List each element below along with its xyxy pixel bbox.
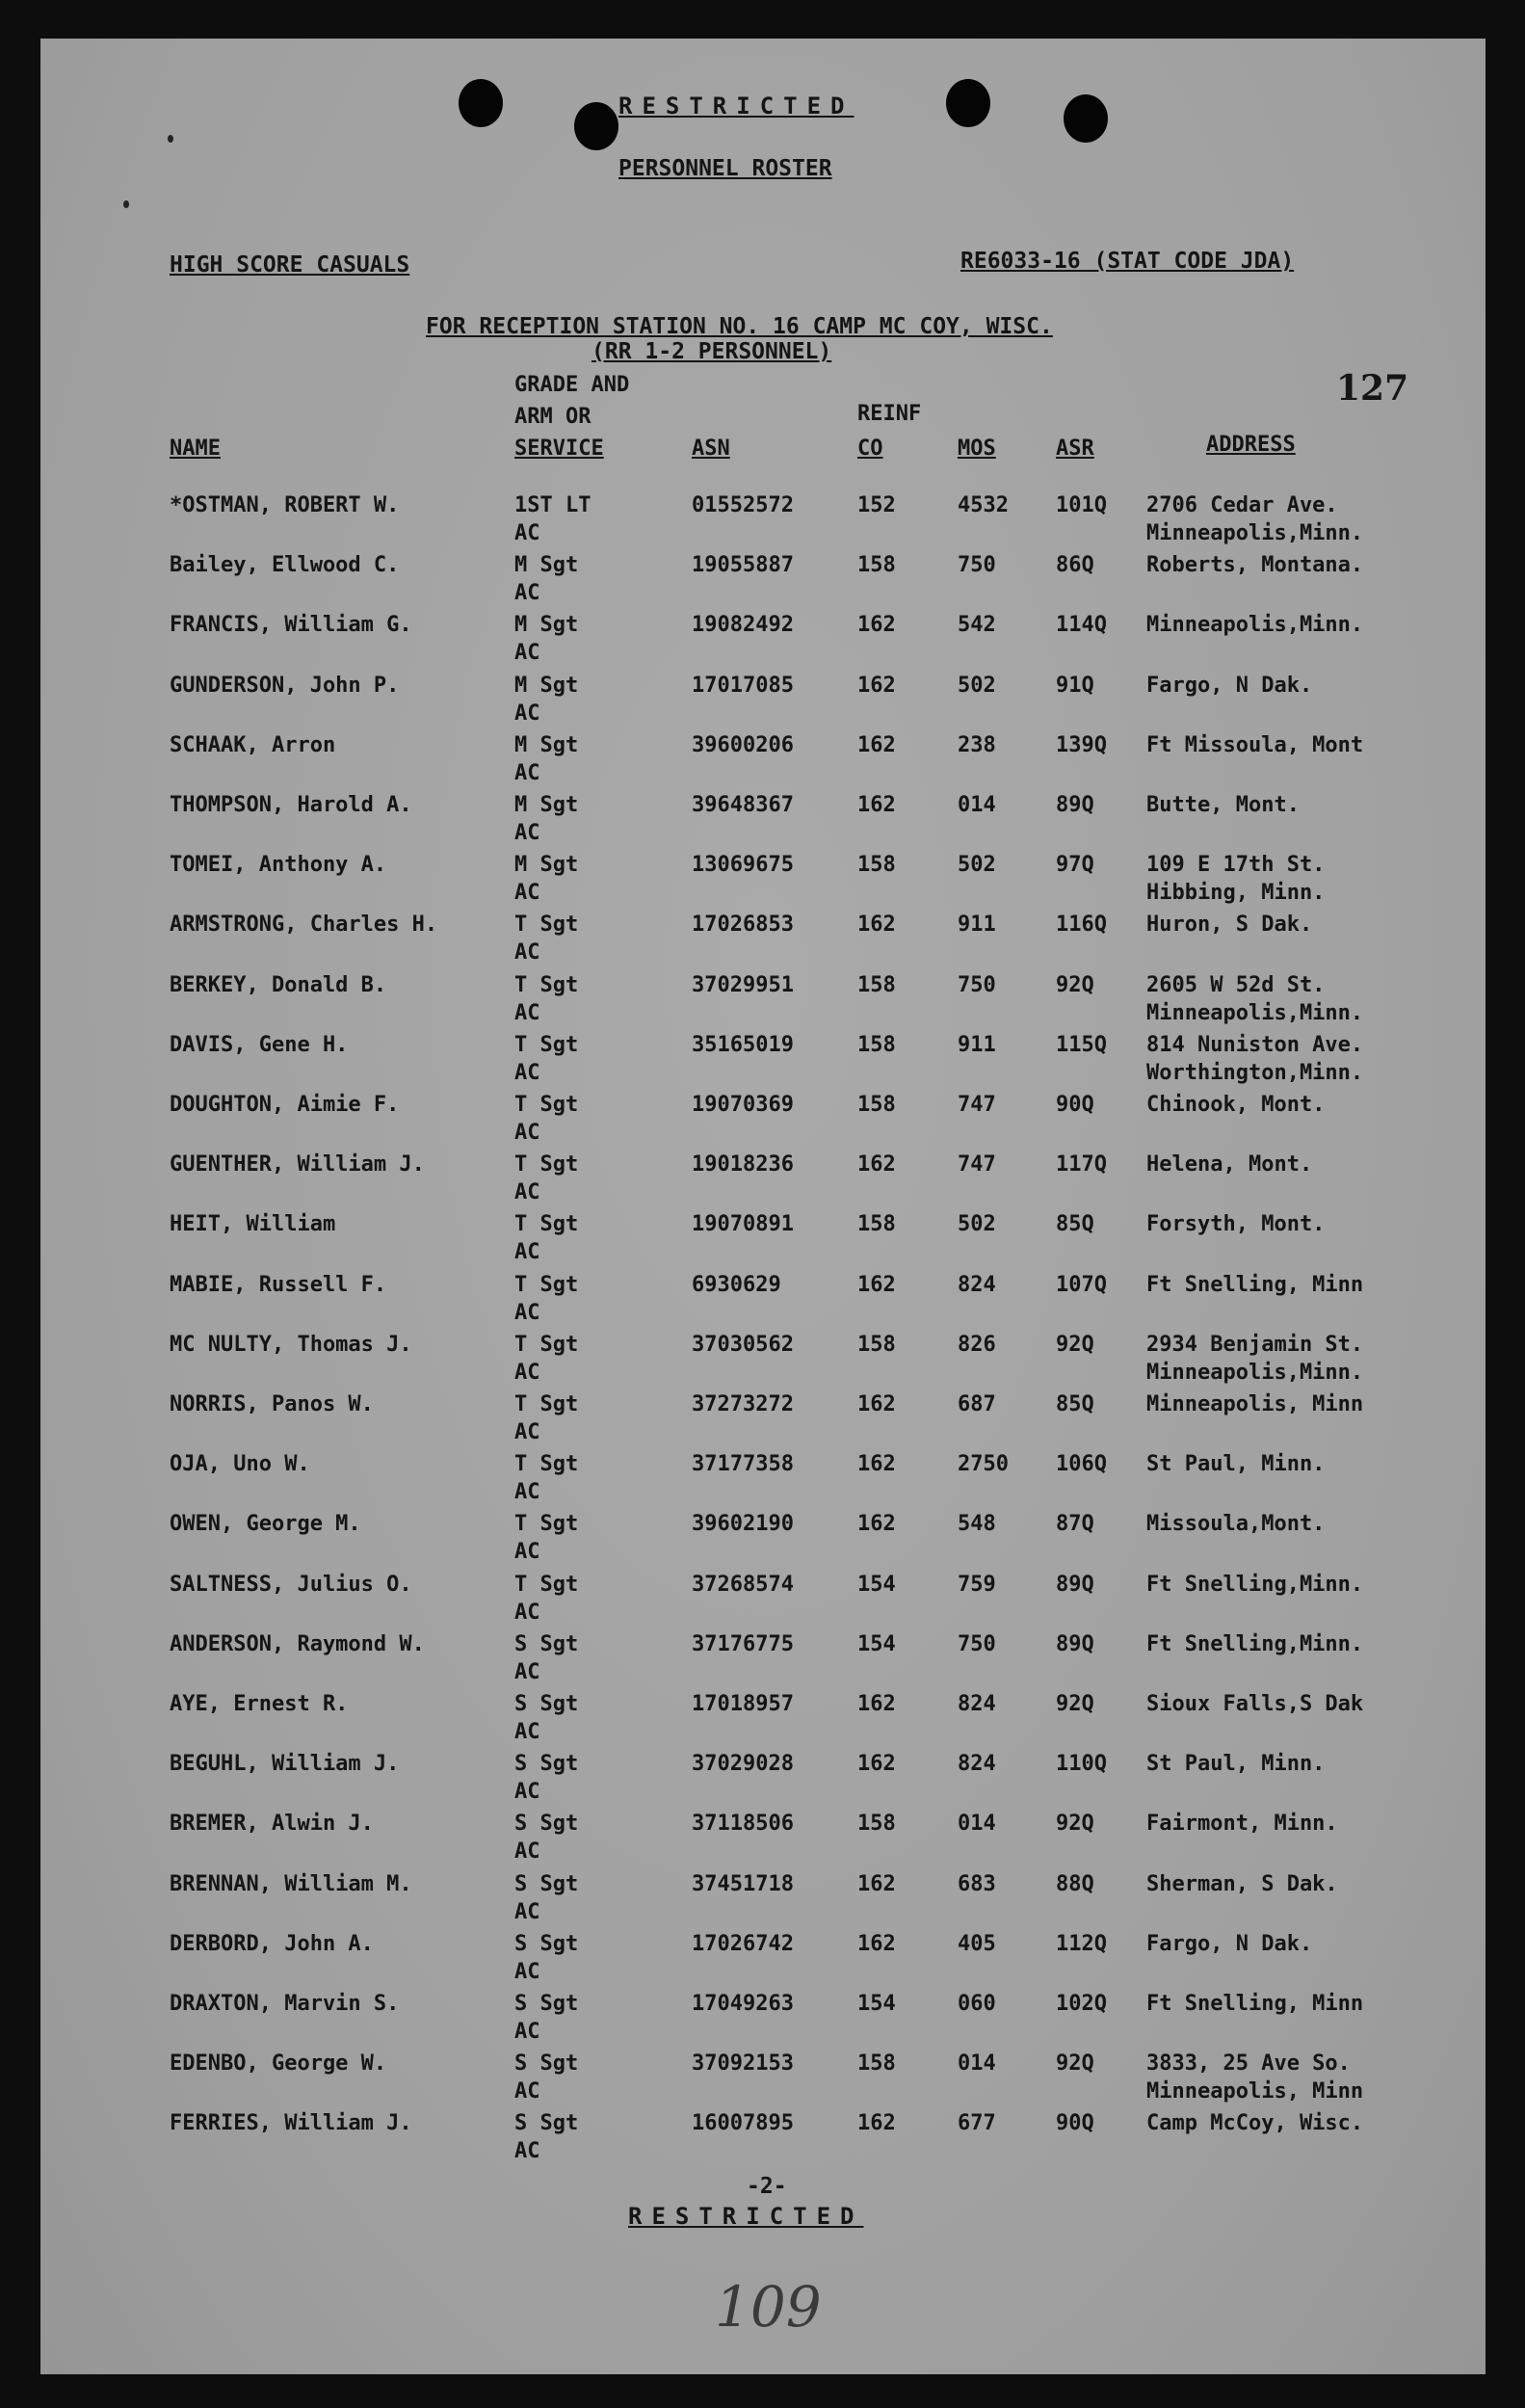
record-count: 127 bbox=[1336, 368, 1409, 409]
mos: 824 bbox=[958, 1692, 996, 1716]
grade: S Sgt bbox=[514, 1871, 579, 1896]
arm-service: AC bbox=[514, 1720, 540, 1744]
person-name: MC NULTY, Thomas J. bbox=[170, 1332, 412, 1357]
person-name: DRAXTON, Marvin S. bbox=[170, 1992, 400, 2016]
col-grade-line3: SERVICE bbox=[514, 437, 604, 461]
address-line2: Minneapolis,Minn. bbox=[1146, 521, 1364, 545]
grade: M Sgt bbox=[514, 553, 579, 578]
address-line1: Ft Snelling,Minn. bbox=[1146, 1631, 1364, 1656]
mos: 014 bbox=[958, 2051, 996, 2077]
asr: 88Q bbox=[1056, 1871, 1094, 1896]
asn: 37176775 bbox=[692, 1631, 794, 1656]
reinf-co: 162 bbox=[857, 1152, 896, 1178]
asn: 17026853 bbox=[692, 913, 794, 938]
page-number: -2- bbox=[747, 2174, 787, 2199]
grade: T Sgt bbox=[514, 1392, 579, 1416]
person-name: SALTNESS, Julius O. bbox=[170, 1572, 412, 1597]
address-line2: Worthington,Minn. bbox=[1146, 1060, 1364, 1085]
arm-service: AC bbox=[514, 1839, 540, 1865]
reinf-co: 162 bbox=[857, 1871, 896, 1896]
roster-row bbox=[40, 1932, 1486, 1992]
grade: T Sgt bbox=[514, 1452, 579, 1477]
address-line1: St Paul, Minn. bbox=[1146, 1452, 1326, 1477]
reinf-co: 154 bbox=[857, 1631, 896, 1656]
mos: 750 bbox=[958, 972, 996, 997]
reinf-co: 152 bbox=[857, 493, 896, 517]
asr: 116Q bbox=[1056, 913, 1107, 938]
mos: 747 bbox=[958, 1093, 996, 1117]
reinf-co: 162 bbox=[857, 793, 896, 817]
mos: 750 bbox=[958, 1631, 996, 1656]
address-line1: Fargo, N Dak. bbox=[1146, 673, 1313, 698]
roster-row bbox=[40, 674, 1486, 733]
address-line1: Camp McCoy, Wisc. bbox=[1146, 2111, 1364, 2136]
grade: S Sgt bbox=[514, 1812, 579, 1837]
asr: 89Q bbox=[1056, 1631, 1094, 1656]
asr: 101Q bbox=[1056, 493, 1107, 517]
arm-service: AC bbox=[514, 1480, 540, 1505]
asn: 17026742 bbox=[692, 1931, 794, 1956]
group-label: HIGH SCORE CASUALS bbox=[170, 252, 410, 278]
roster-row bbox=[40, 553, 1486, 613]
mos: 238 bbox=[958, 732, 996, 757]
asn: 39602190 bbox=[692, 1512, 794, 1537]
mos: 060 bbox=[958, 1992, 996, 2016]
roster-row bbox=[40, 1632, 1486, 1692]
punch-hole bbox=[1064, 94, 1108, 143]
reinf-co: 162 bbox=[857, 673, 896, 698]
asr: 97Q bbox=[1056, 853, 1094, 878]
grade: M Sgt bbox=[514, 613, 579, 638]
roster-row bbox=[40, 973, 1486, 1033]
grade: M Sgt bbox=[514, 732, 579, 757]
col-grade-line1: GRADE AND bbox=[514, 373, 630, 397]
asr: 92Q bbox=[1056, 972, 1094, 997]
asn: 16007895 bbox=[692, 2111, 794, 2136]
personnel-subtitle: (RR 1-2 PERSONNEL) bbox=[592, 339, 832, 364]
arm-service: AC bbox=[514, 1121, 540, 1145]
grade: T Sgt bbox=[514, 1272, 579, 1297]
col-address: ADDRESS bbox=[1206, 433, 1296, 457]
reinf-co: 158 bbox=[857, 853, 896, 878]
roster-code: RE6033-16 (STAT CODE JDA) bbox=[960, 249, 1295, 274]
person-name: BEGUHL, William J. bbox=[170, 1752, 400, 1777]
asr: 106Q bbox=[1056, 1452, 1107, 1477]
person-name: FRANCIS, William G. bbox=[170, 613, 412, 638]
address-line1: Missoula,Mont. bbox=[1146, 1512, 1326, 1537]
grade: M Sgt bbox=[514, 673, 579, 698]
person-name: AYE, Ernest R. bbox=[170, 1692, 349, 1716]
punch-hole bbox=[946, 79, 990, 127]
reinf-co: 158 bbox=[857, 1032, 896, 1057]
grade: T Sgt bbox=[514, 1032, 579, 1057]
address-line1: Ft Snelling,Minn. bbox=[1146, 1572, 1364, 1597]
mos: 2750 bbox=[958, 1452, 1009, 1477]
person-name: DERBORD, John A. bbox=[170, 1931, 374, 1956]
asr: 114Q bbox=[1056, 613, 1107, 638]
person-name: NORRIS, Panos W. bbox=[170, 1392, 374, 1416]
reinf-co: 158 bbox=[857, 553, 896, 578]
grade: T Sgt bbox=[514, 1212, 579, 1237]
reinf-co: 154 bbox=[857, 1572, 896, 1597]
address-line1: 2934 Benjamin St. bbox=[1146, 1332, 1364, 1357]
asn: 19082492 bbox=[692, 613, 794, 638]
address-line1: Forsyth, Mont. bbox=[1146, 1212, 1326, 1237]
asr: 89Q bbox=[1056, 793, 1094, 817]
asr: 86Q bbox=[1056, 553, 1094, 578]
person-name: ARMSTRONG, Charles H. bbox=[170, 913, 438, 938]
roster-row bbox=[40, 913, 1486, 972]
person-name: SCHAAK, Arron bbox=[170, 732, 336, 757]
roster-row bbox=[40, 1512, 1486, 1572]
arm-service: AC bbox=[514, 2079, 540, 2104]
address-line1: Sioux Falls,S Dak bbox=[1146, 1692, 1364, 1716]
asn: 19070369 bbox=[692, 1093, 794, 1117]
arm-service: AC bbox=[514, 1180, 540, 1205]
roster-row bbox=[40, 1692, 1486, 1752]
address-line1: Ft Snelling, Minn bbox=[1146, 1272, 1364, 1297]
arm-service: AC bbox=[514, 760, 540, 785]
col-mos: MOS bbox=[958, 437, 996, 461]
roster-row bbox=[40, 1573, 1486, 1632]
address-line1: Minneapolis,Minn. bbox=[1146, 613, 1364, 638]
roster-row bbox=[40, 1273, 1486, 1333]
asn: 01552572 bbox=[692, 493, 794, 517]
mos: 911 bbox=[958, 1032, 996, 1057]
person-name: BERKEY, Donald B. bbox=[170, 972, 387, 997]
asn: 17018957 bbox=[692, 1692, 794, 1716]
reinf-co: 158 bbox=[857, 1212, 896, 1237]
reinf-co: 162 bbox=[857, 613, 896, 638]
asn: 37092153 bbox=[692, 2051, 794, 2077]
asn: 39648367 bbox=[692, 793, 794, 817]
asr: 102Q bbox=[1056, 1992, 1107, 2016]
punch-hole bbox=[459, 79, 503, 127]
asr: 117Q bbox=[1056, 1152, 1107, 1178]
col-asn: ASN bbox=[692, 437, 730, 461]
arm-service: AC bbox=[514, 1420, 540, 1444]
arm-service: AC bbox=[514, 2020, 540, 2044]
asr: 139Q bbox=[1056, 732, 1107, 757]
grade: M Sgt bbox=[514, 853, 579, 878]
mos: 750 bbox=[958, 553, 996, 578]
mos: 502 bbox=[958, 853, 996, 878]
asn: 37273272 bbox=[692, 1392, 794, 1416]
person-name: BRENNAN, William M. bbox=[170, 1871, 412, 1896]
reinf-co: 162 bbox=[857, 1931, 896, 1956]
arm-service: AC bbox=[514, 1600, 540, 1625]
restricted-stamp-top: RESTRICTED bbox=[618, 93, 855, 119]
address-line1: Sherman, S Dak. bbox=[1146, 1871, 1338, 1896]
asr: 85Q bbox=[1056, 1212, 1094, 1237]
roster-row bbox=[40, 613, 1486, 673]
reinf-co: 162 bbox=[857, 1272, 896, 1297]
restricted-stamp-bottom: RESTRICTED bbox=[628, 2203, 864, 2230]
person-name: Bailey, Ellwood C. bbox=[170, 553, 400, 578]
mos: 824 bbox=[958, 1272, 996, 1297]
person-name: MABIE, Russell F. bbox=[170, 1272, 387, 1297]
arm-service: AC bbox=[514, 1360, 540, 1385]
mos: 687 bbox=[958, 1392, 996, 1416]
grade: T Sgt bbox=[514, 1332, 579, 1357]
arm-service: AC bbox=[514, 1240, 540, 1265]
destination-line: FOR RECEPTION STATION NO. 16 CAMP MC COY, WISC. bbox=[426, 314, 1053, 339]
address-line1: Ft Missoula, Mont bbox=[1146, 732, 1364, 757]
person-name: EDENBO, George W. bbox=[170, 2051, 387, 2077]
grade: 1ST LT bbox=[514, 493, 592, 517]
grade: T Sgt bbox=[514, 1093, 579, 1117]
roster-row bbox=[40, 2111, 1486, 2171]
asn: 37118506 bbox=[692, 1812, 794, 1837]
asn: 39600206 bbox=[692, 732, 794, 757]
mos: 911 bbox=[958, 913, 996, 938]
person-name: GUNDERSON, John P. bbox=[170, 673, 400, 698]
address-line1: 814 Nuniston Ave. bbox=[1146, 1032, 1364, 1057]
address-line1: 109 E 17th St. bbox=[1146, 853, 1326, 878]
address-line1: Roberts, Montana. bbox=[1146, 553, 1364, 578]
grade: S Sgt bbox=[514, 1752, 579, 1777]
person-name: OWEN, George M. bbox=[170, 1512, 361, 1537]
reinf-co: 162 bbox=[857, 1452, 896, 1477]
asn: 35165019 bbox=[692, 1032, 794, 1057]
grade: T Sgt bbox=[514, 1572, 579, 1597]
reinf-co: 162 bbox=[857, 1692, 896, 1716]
asn: 37030562 bbox=[692, 1332, 794, 1357]
col-name: NAME bbox=[170, 437, 221, 461]
address-line1: 3833, 25 Ave So. bbox=[1146, 2051, 1351, 2077]
reinf-co: 162 bbox=[857, 913, 896, 938]
asn: 17049263 bbox=[692, 1992, 794, 2016]
person-name: OJA, Uno W. bbox=[170, 1452, 310, 1477]
mos: 683 bbox=[958, 1871, 996, 1896]
speck bbox=[123, 200, 129, 208]
reinf-co: 162 bbox=[857, 1512, 896, 1537]
mos: 677 bbox=[958, 2111, 996, 2136]
grade: T Sgt bbox=[514, 1152, 579, 1178]
mos: 747 bbox=[958, 1152, 996, 1178]
roster-row bbox=[40, 1093, 1486, 1152]
address-line1: Fairmont, Minn. bbox=[1146, 1812, 1338, 1837]
person-name: BREMER, Alwin J. bbox=[170, 1812, 374, 1837]
address-line1: Butte, Mont. bbox=[1146, 793, 1300, 817]
col-co: CO bbox=[857, 437, 883, 461]
address-line1: Chinook, Mont. bbox=[1146, 1093, 1326, 1117]
address-line1: Helena, Mont. bbox=[1146, 1152, 1313, 1178]
arm-service: AC bbox=[514, 2139, 540, 2164]
person-name: TOMEI, Anthony A. bbox=[170, 853, 387, 878]
roster-row bbox=[40, 1752, 1486, 1812]
mos: 014 bbox=[958, 793, 996, 817]
arm-service: AC bbox=[514, 821, 540, 845]
roster-row bbox=[40, 1033, 1486, 1093]
asn: 19018236 bbox=[692, 1152, 794, 1178]
mos: 826 bbox=[958, 1332, 996, 1357]
speck bbox=[168, 135, 173, 143]
roster-row bbox=[40, 1812, 1486, 1871]
grade: S Sgt bbox=[514, 1992, 579, 2016]
col-grade-line2: ARM OR bbox=[514, 405, 592, 429]
address-line1: Fargo, N Dak. bbox=[1146, 1931, 1313, 1956]
roster-row bbox=[40, 1333, 1486, 1392]
grade: M Sgt bbox=[514, 793, 579, 817]
reinf-co: 162 bbox=[857, 2111, 896, 2136]
asr: 85Q bbox=[1056, 1392, 1094, 1416]
asr: 92Q bbox=[1056, 1332, 1094, 1357]
arm-service: AC bbox=[514, 521, 540, 545]
reinf-co: 158 bbox=[857, 2051, 896, 2077]
person-name: GUENTHER, William J. bbox=[170, 1152, 425, 1178]
mos: 502 bbox=[958, 1212, 996, 1237]
asr: 89Q bbox=[1056, 1572, 1094, 1597]
arm-service: AC bbox=[514, 581, 540, 606]
asn: 37029028 bbox=[692, 1752, 794, 1777]
grade: S Sgt bbox=[514, 1931, 579, 1956]
asr: 87Q bbox=[1056, 1512, 1094, 1537]
address-line1: Ft Snelling, Minn bbox=[1146, 1992, 1364, 2016]
col-reinf: REINF bbox=[857, 402, 922, 426]
mos: 4532 bbox=[958, 493, 1009, 517]
handwritten-page-number: 109 bbox=[715, 2274, 822, 2340]
asr: 107Q bbox=[1056, 1272, 1107, 1297]
reinf-co: 154 bbox=[857, 1992, 896, 2016]
asr: 92Q bbox=[1056, 1692, 1094, 1716]
roster-row bbox=[40, 793, 1486, 853]
grade: S Sgt bbox=[514, 2051, 579, 2077]
roster-row bbox=[40, 1452, 1486, 1512]
grade: S Sgt bbox=[514, 2111, 579, 2136]
asr: 110Q bbox=[1056, 1752, 1107, 1777]
asr: 91Q bbox=[1056, 673, 1094, 698]
person-name: THOMPSON, Harold A. bbox=[170, 793, 412, 817]
punch-hole bbox=[574, 102, 618, 150]
roster-row bbox=[40, 1212, 1486, 1272]
mos: 548 bbox=[958, 1512, 996, 1537]
arm-service: AC bbox=[514, 940, 540, 966]
col-asr: ASR bbox=[1056, 437, 1094, 461]
asn: 19070891 bbox=[692, 1212, 794, 1237]
asn: 6930629 bbox=[692, 1272, 781, 1297]
asn: 13069675 bbox=[692, 853, 794, 878]
address-line2: Minneapolis,Minn. bbox=[1146, 1360, 1364, 1385]
asr: 92Q bbox=[1056, 1812, 1094, 1837]
arm-service: AC bbox=[514, 701, 540, 726]
roster-row bbox=[40, 1152, 1486, 1212]
roster-row bbox=[40, 1992, 1486, 2051]
person-name: FERRIES, William J. bbox=[170, 2111, 412, 2136]
reinf-co: 162 bbox=[857, 732, 896, 757]
roster-row bbox=[40, 853, 1486, 913]
arm-service: AC bbox=[514, 881, 540, 906]
asn: 37029951 bbox=[692, 972, 794, 997]
arm-service: AC bbox=[514, 1780, 540, 1805]
grade: T Sgt bbox=[514, 972, 579, 997]
roster-row bbox=[40, 493, 1486, 553]
address-line1: 2605 W 52d St. bbox=[1146, 972, 1326, 997]
reinf-co: 158 bbox=[857, 1093, 896, 1117]
reinf-co: 158 bbox=[857, 1332, 896, 1357]
arm-service: AC bbox=[514, 1000, 540, 1025]
asr: 115Q bbox=[1056, 1032, 1107, 1057]
reinf-co: 158 bbox=[857, 1812, 896, 1837]
mos: 759 bbox=[958, 1572, 996, 1597]
arm-service: AC bbox=[514, 1659, 540, 1684]
arm-service: AC bbox=[514, 1899, 540, 1924]
grade: S Sgt bbox=[514, 1631, 579, 1656]
mos: 542 bbox=[958, 613, 996, 638]
address-line2: Minneapolis,Minn. bbox=[1146, 1000, 1364, 1025]
person-name: DAVIS, Gene H. bbox=[170, 1032, 349, 1057]
asr: 90Q bbox=[1056, 2111, 1094, 2136]
arm-service: AC bbox=[514, 1540, 540, 1565]
roster-row bbox=[40, 1392, 1486, 1452]
address-line1: 2706 Cedar Ave. bbox=[1146, 493, 1338, 517]
reinf-co: 162 bbox=[857, 1392, 896, 1416]
address-line2: Minneapolis, Minn bbox=[1146, 2079, 1364, 2104]
grade: T Sgt bbox=[514, 913, 579, 938]
roster-row bbox=[40, 2051, 1486, 2111]
arm-service: AC bbox=[514, 1060, 540, 1085]
asn: 37177358 bbox=[692, 1452, 794, 1477]
grade: S Sgt bbox=[514, 1692, 579, 1716]
person-name: HEIT, William bbox=[170, 1212, 336, 1237]
address-line2: Hibbing, Minn. bbox=[1146, 881, 1326, 906]
mos: 014 bbox=[958, 1812, 996, 1837]
address-line1: Huron, S Dak. bbox=[1146, 913, 1313, 938]
roster-page bbox=[40, 39, 1486, 2374]
asr: 92Q bbox=[1056, 2051, 1094, 2077]
asn: 17017085 bbox=[692, 673, 794, 698]
arm-service: AC bbox=[514, 641, 540, 666]
arm-service: AC bbox=[514, 1300, 540, 1325]
roster-title: PERSONNEL ROSTER bbox=[618, 156, 832, 181]
asn: 37451718 bbox=[692, 1871, 794, 1896]
asn: 37268574 bbox=[692, 1572, 794, 1597]
person-name: DOUGHTON, Aimie F. bbox=[170, 1093, 400, 1117]
roster-row bbox=[40, 1872, 1486, 1932]
mos: 502 bbox=[958, 673, 996, 698]
reinf-co: 158 bbox=[857, 972, 896, 997]
mos: 405 bbox=[958, 1931, 996, 1956]
grade: T Sgt bbox=[514, 1512, 579, 1537]
address-line1: Minneapolis, Minn bbox=[1146, 1392, 1364, 1416]
reinf-co: 162 bbox=[857, 1752, 896, 1777]
person-name: *OSTMAN, ROBERT W. bbox=[170, 493, 400, 517]
roster-row bbox=[40, 733, 1486, 793]
asn: 19055887 bbox=[692, 553, 794, 578]
address-line1: St Paul, Minn. bbox=[1146, 1752, 1326, 1777]
person-name: ANDERSON, Raymond W. bbox=[170, 1631, 425, 1656]
mos: 824 bbox=[958, 1752, 996, 1777]
asr: 112Q bbox=[1056, 1931, 1107, 1956]
arm-service: AC bbox=[514, 1959, 540, 1984]
asr: 90Q bbox=[1056, 1093, 1094, 1117]
